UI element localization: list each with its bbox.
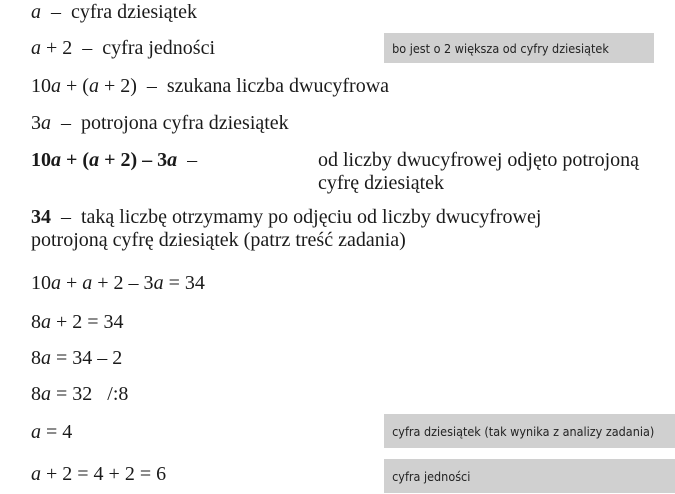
note-units-digit-reason: bo jest o 2 większa od cyfry dziesiątek (384, 33, 654, 63)
math-segment: + 2 = 4 + 2 = 6 (41, 463, 167, 485)
math-segment: a (31, 1, 41, 23)
line-9 (31, 347, 122, 370)
line-1 (31, 1, 197, 24)
math-segment: + (61, 272, 83, 294)
math-segment: 3 (31, 112, 41, 134)
math-segment: – cyfra dziesiątek (41, 1, 198, 23)
note-tens-digit: cyfra dziesiątek (tak wynika z analizy zadania) (384, 414, 675, 448)
math-segment: a (167, 149, 178, 171)
math-segment: 8 (31, 347, 41, 369)
math-segment: + 2) – 3 (99, 149, 168, 171)
math-segment: 8 (31, 311, 41, 333)
math-segment: – (177, 149, 198, 171)
math-segment: – potrojona cyfra dziesiątek (51, 112, 289, 134)
math-segment: = 4 (41, 421, 73, 443)
math-segment: a (153, 272, 164, 294)
math-segment: 10 (31, 75, 51, 97)
note-units-digit: cyfra jedności (384, 459, 675, 493)
math-segment: a (51, 272, 61, 294)
line-8 (31, 311, 124, 334)
line-10 (31, 383, 128, 406)
line-4 (31, 112, 289, 135)
math-segment: + 2 = 34 (51, 311, 124, 333)
math-segment: a (89, 149, 100, 171)
line-11 (31, 421, 72, 444)
math-segment: 8 (31, 383, 41, 405)
math-segment: + ( (61, 149, 90, 171)
math-segment: = 34 (163, 272, 205, 294)
math-segment: – taką liczbę otrzymamy po odjęciu od liczby dwucyfrowej (51, 206, 542, 228)
math-segment: a (51, 75, 61, 97)
line-2 (31, 37, 215, 60)
math-segment: 10 (31, 272, 51, 294)
math-segment: a (88, 75, 99, 97)
math-segment: + 2 – cyfra jedności (41, 37, 216, 59)
math-segment: a (41, 383, 51, 405)
line-12 (31, 463, 166, 486)
math-segment: a (41, 112, 51, 134)
math-segment: + 2) – szukana liczba dwucyfrowa (98, 75, 390, 97)
math-segment: + ( (61, 75, 89, 97)
math-segment: a (41, 347, 51, 369)
math-segment: a (31, 421, 41, 443)
line-6-continuation: potrojoną cyfrę dziesiątek (patrz treść zadania) (31, 229, 406, 251)
line-3 (31, 75, 389, 98)
math-segment: = 34 – 2 (51, 347, 123, 369)
math-segment: a (82, 272, 93, 294)
math-segment: + 2 – 3 (92, 272, 154, 294)
line-5 (31, 149, 197, 172)
math-segment: 10 (31, 149, 51, 171)
line-6 (31, 206, 541, 229)
math-segment: 34 (31, 206, 51, 228)
math-segment: a (31, 37, 41, 59)
math-segment: a (51, 149, 61, 171)
line-7 (31, 272, 205, 295)
math-segment: = 32 /:8 (51, 383, 129, 405)
math-segment: a (41, 311, 51, 333)
line-5-description: od liczby dwucyfrowej odjęto potrojoną cyfrę dziesiątek (318, 149, 640, 194)
math-segment: a (31, 463, 41, 485)
